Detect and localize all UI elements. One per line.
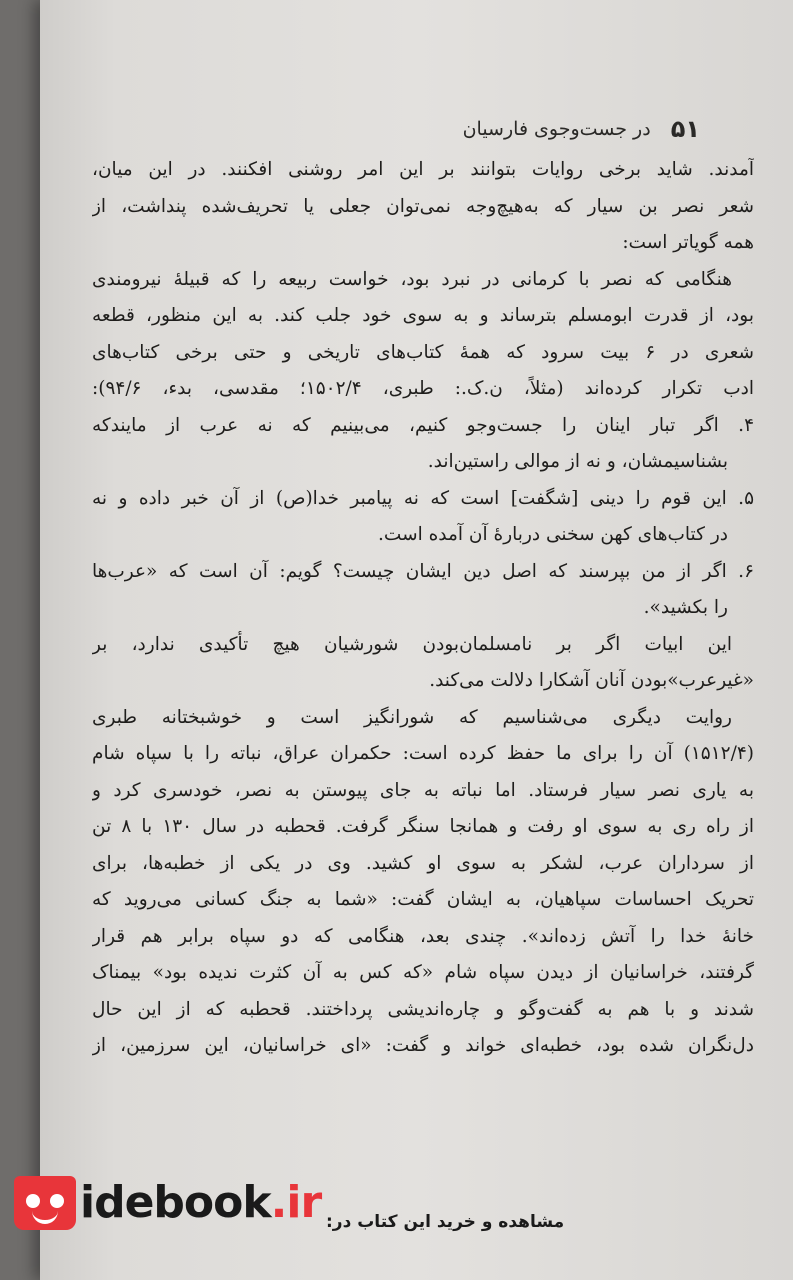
logo-wordmark: idebook.ir — [80, 1177, 322, 1228]
text-line: گرفتند، خراسانیان از دیدن سپاه شام «که کس به آن کثرت ندیده بود» بیمناک — [92, 962, 754, 983]
text-line: از سرداران عرب، لشکر به سوی او کشید. وی در یکی از خطبه‌ها، برای — [92, 852, 754, 874]
text-line: هنگامی که نصر با کرمانی در نبرد بود، خواست ربیعه را که قبیلهٔ نیرومندی — [92, 268, 732, 290]
text-line: همه گویاتر است: — [622, 232, 754, 253]
body-text — [92, 152, 754, 1065]
watermark-caption: مشاهده و خرید این کتاب در: — [326, 1212, 565, 1232]
text-line: خانهٔ خدا را آتش زده‌اند». چندی بعد، هنگامی که دو سپاه برابر هم قرار — [92, 925, 754, 947]
text-line: (۱۵۱۲/۴) آن را برای ما حفظ کرده است: حکمران عراق، نباته را با سپاه شام — [92, 743, 754, 764]
text-line: ادب تکرار کرده‌اند (مثلاً، ن.ک.: طبری، ۱۵۰۲/۴؛ مقدسی، بدء، ۹۴/۶): — [92, 378, 754, 399]
running-title: در جست‌وجوی فارسیان — [462, 118, 651, 140]
verse-line: ۶. اگر از من بپرسند که اصل دین ایشان چیست؟ گویم: آن است که «عرب‌ها — [92, 560, 754, 582]
idebook-logo[interactable] — [14, 1176, 321, 1230]
text-line: از راه ری به سوی او رفت و همانجا سنگر گرفت. قحطبه در سال ۱۳۰ با ۸ تن — [92, 816, 754, 837]
book-smile-icon — [14, 1176, 76, 1230]
text-line: شعری در ۶ بیت سرود که همهٔ کتاب‌های تاریخی و حتی برخی کتاب‌های — [92, 341, 754, 363]
verse-line: ۴. اگر تبار اینان را جست‌وجو کنیم، می‌بینیم که نه عرب از مایندکه — [92, 414, 754, 436]
verse-line: بشناسیمشان، و نه از موالی راستین‌اند. — [427, 451, 728, 472]
text-line: به یاری نصر سیار فرستاد. اما نباته به جای پیوستن به نصر، خودسری کرد و — [92, 779, 754, 801]
text-line: دل‌نگران شده بود، خطبه‌ای خواند و گفت: «ای خراسانیان، این سرزمین، از — [92, 1035, 754, 1056]
text-line: آمدند. شاید برخی روایات بتوانند بر این امر روشنی افکنند. در این میان، — [92, 159, 754, 180]
text-line: بود، از قدرت ابومسلم بترساند و به سوی خود جلب کند. به این منظور، قطعه — [92, 305, 754, 326]
text-line: «غیرعرب»بودن آنان آشکارا دلالت می‌کند. — [429, 670, 754, 691]
book-page — [40, 0, 793, 1280]
text-line: شدند و با هم به گفت‌وگو و چاره‌اندیشی پرداختند. قحطبه که از این حال — [92, 998, 754, 1020]
verse-line: ۵. این قوم را دینی [شگفت] است که نه پیامبر خدا(ص) از آن خبر داده و نه — [92, 487, 754, 509]
text-line: این ابیات اگر بر نامسلمان‌بودن شورشیان هیچ تأکیدی ندارد، بر — [92, 633, 732, 655]
running-header — [100, 112, 700, 146]
text-line: روایت دیگری می‌شناسیم که شورانگیز است و خوشبختانه طبری — [92, 706, 732, 728]
text-line: تحریک احساسات سپاهیان، به ایشان گفت: «شما به جنگ کسانی می‌روید که — [92, 889, 754, 910]
text-line: شعر نصر بن سیار که به‌هیچ‌وجه نمی‌توان جعلی یا تحریف‌شده پنداشت، از — [92, 195, 754, 217]
verse-line: در کتاب‌های کهن سخنی دربارهٔ آن آمده است. — [378, 524, 728, 545]
verse-line: را بکشید». — [643, 597, 728, 618]
page-number: ۵۱ — [670, 115, 700, 143]
